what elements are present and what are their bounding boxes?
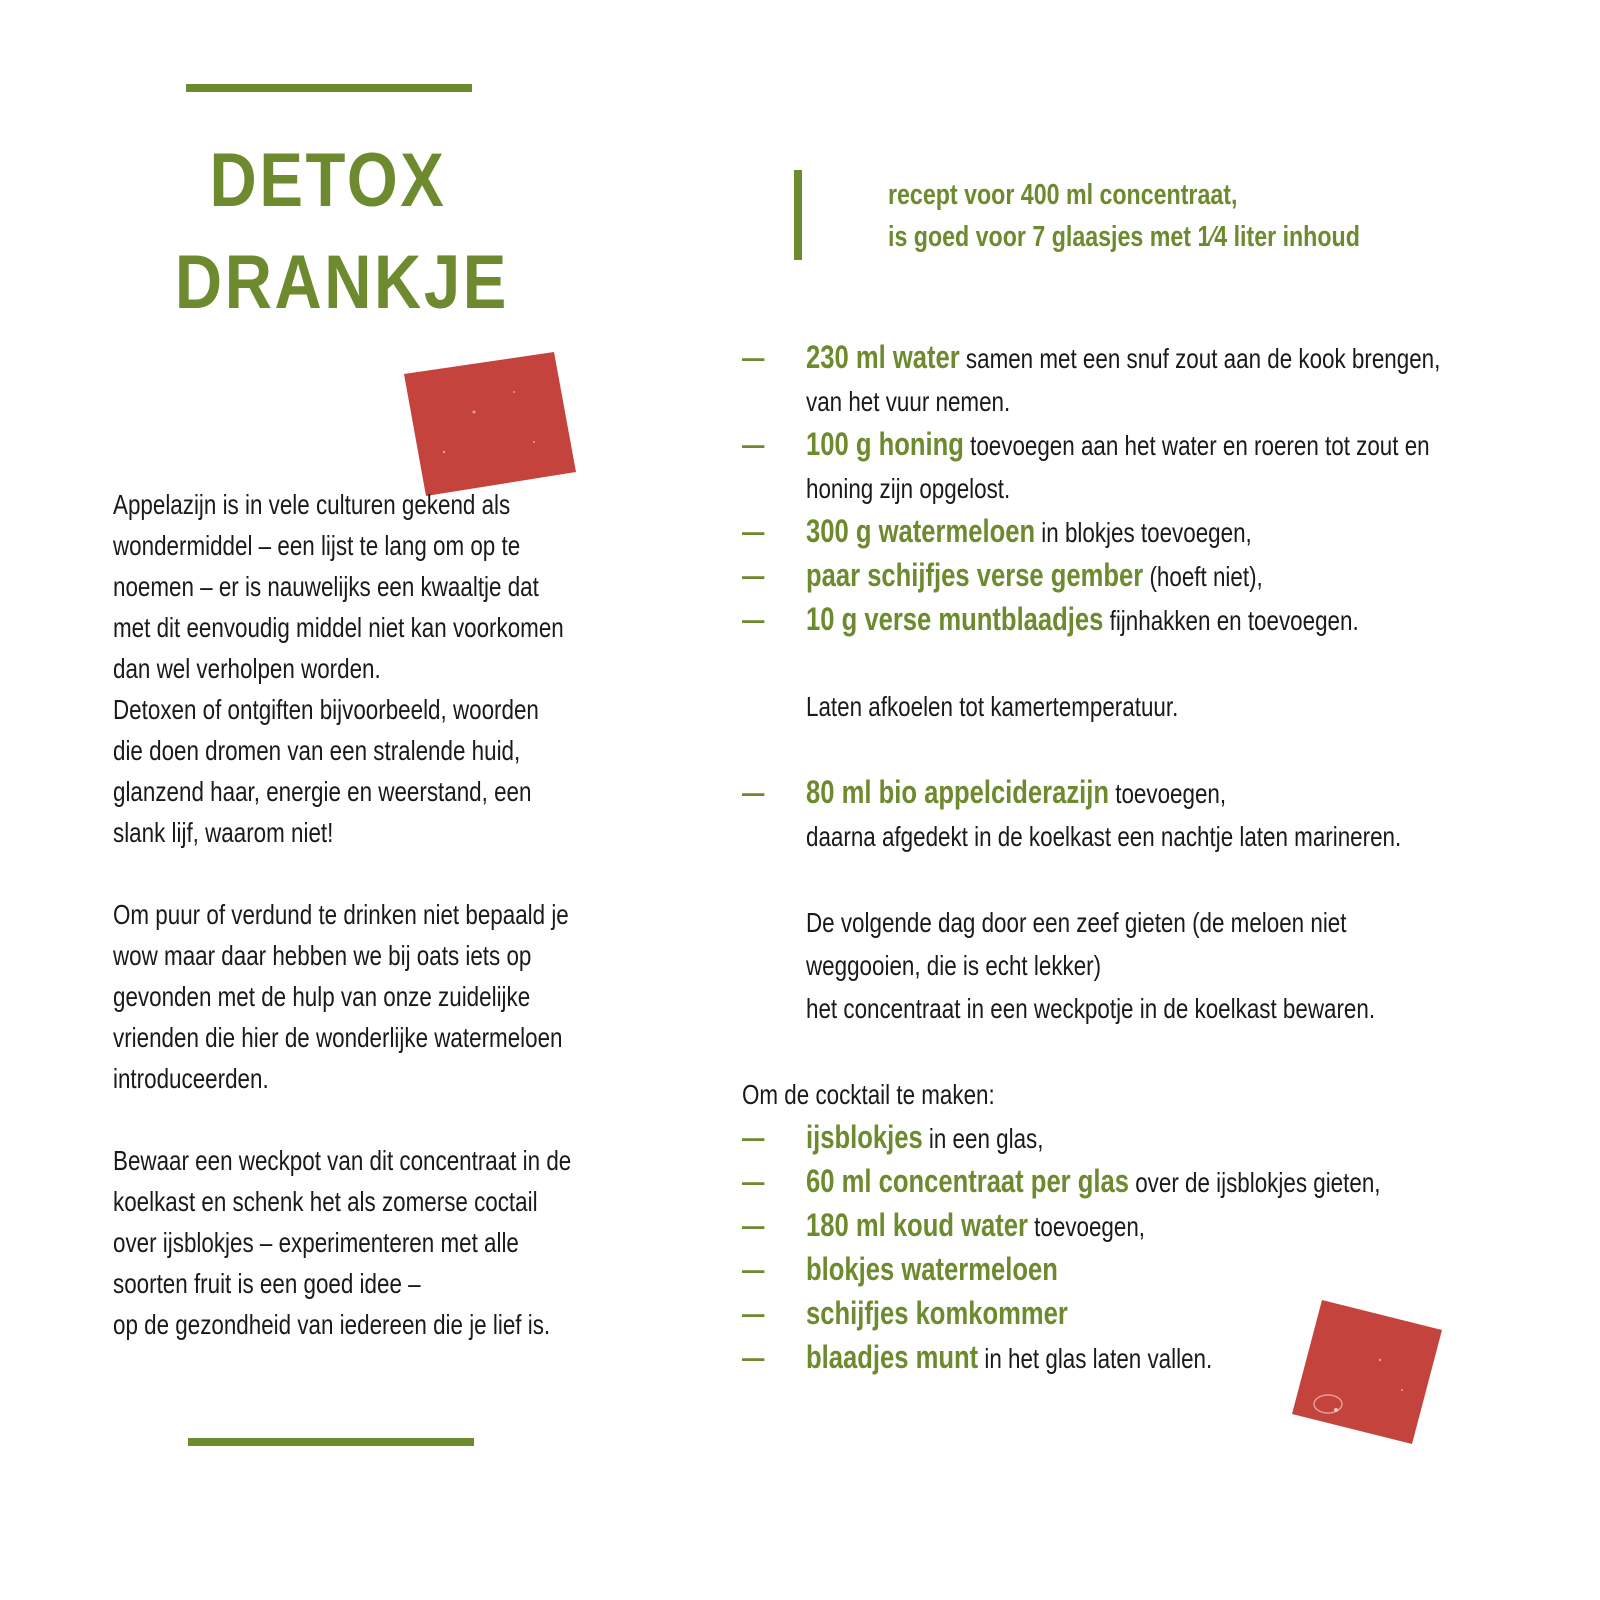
step-item bbox=[742, 598, 1502, 642]
step-text: fijnhakken en toevoegen. bbox=[1103, 605, 1359, 636]
red-square-decoration bbox=[1292, 1300, 1442, 1444]
step-text: toevoegen aan het water en roeren tot zout en bbox=[963, 430, 1430, 461]
step-item bbox=[742, 336, 1502, 423]
intro-line: wondermiddel – een lijst te lang om op te bbox=[113, 530, 521, 561]
intro-line: Bewaar een weckpot van dit concentraat in de bbox=[113, 1145, 572, 1176]
cooling-note: Laten afkoelen tot kamertemperatuur. bbox=[806, 691, 1179, 722]
ingredient: 100 g honing bbox=[806, 426, 964, 462]
cocktail-item bbox=[742, 1204, 1502, 1248]
step-text: in blokjes toevoegen, bbox=[1035, 517, 1252, 548]
bottom-divider bbox=[188, 1438, 474, 1446]
dash-bullet: — bbox=[742, 429, 765, 460]
step-text: in een glas, bbox=[922, 1123, 1044, 1154]
note-line: weggooien, die is echt lekker) bbox=[806, 950, 1102, 981]
page-title bbox=[174, 130, 509, 334]
yield-line-1: recept voor 400 ml concentraat, bbox=[888, 179, 1238, 211]
note-line: De volgende dag door een zeef gieten (de meloen niet bbox=[806, 907, 1347, 938]
step-item bbox=[742, 510, 1502, 554]
ingredient: paar schijfjes verse gember bbox=[806, 557, 1144, 593]
dash-bullet: — bbox=[742, 604, 765, 635]
step-text: toevoegen, bbox=[1027, 1211, 1146, 1242]
intro-line: met dit eenvoudig middel niet kan voorkomen bbox=[113, 612, 564, 643]
ingredient: 60 ml concentraat per glas bbox=[806, 1163, 1129, 1199]
intro-line: wow maar daar hebben we bij oats iets op bbox=[113, 940, 532, 971]
dash-bullet: — bbox=[742, 1122, 765, 1153]
subtitle-accent-bar bbox=[794, 170, 802, 260]
cocktail-item bbox=[742, 1248, 1502, 1292]
ingredient: blaadjes munt bbox=[806, 1339, 979, 1375]
intro-line: koelkast en schenk het als zomerse coctail bbox=[113, 1186, 538, 1217]
intro-line: gevonden met de hulp van onze zuidelijke bbox=[113, 981, 531, 1012]
recipe-steps bbox=[742, 336, 1502, 1380]
intro-line: die doen dromen van een stralende huid, bbox=[113, 735, 521, 766]
intro-line: noemen – er is nauwelijks een kwaaltje dat bbox=[113, 571, 539, 602]
ingredient: ijsblokjes bbox=[806, 1119, 923, 1155]
ingredient: 180 ml koud water bbox=[806, 1207, 1028, 1243]
dash-bullet: — bbox=[742, 1298, 765, 1329]
ingredient: blokjes watermeloen bbox=[806, 1251, 1058, 1287]
intro-line: vrienden die hier de wonderlijke watermeloen bbox=[113, 1022, 563, 1053]
recipe-yield bbox=[888, 174, 1416, 258]
intro-paragraph-2 bbox=[113, 894, 585, 1099]
step-text: toevoegen, bbox=[1109, 778, 1227, 809]
step-text: over de ijsblokjes gieten, bbox=[1128, 1167, 1381, 1198]
intro-line: Detoxen of ontgiften bijvoorbeeld, woorden bbox=[113, 694, 539, 725]
cocktail-item bbox=[742, 1160, 1502, 1204]
dash-bullet: — bbox=[742, 342, 765, 373]
intro-line: introduceerden. bbox=[113, 1063, 269, 1094]
title-line-2: DRANKJE bbox=[174, 240, 509, 325]
intro-line: Appelazijn is in vele culturen gekend als bbox=[113, 489, 511, 520]
cocktail-item bbox=[742, 1116, 1502, 1160]
note-line: het concentraat in een weckpotje in de koelkast bewaren. bbox=[806, 993, 1376, 1024]
intro-line: soorten fruit is een goed idee – bbox=[113, 1268, 421, 1299]
intro-line: op de gezondheid van iedereen die je lief is. bbox=[113, 1309, 551, 1340]
intro-line: over ijsblokjes – experimenteren met alle bbox=[113, 1227, 519, 1258]
ingredient: 80 ml bio appelciderazijn bbox=[806, 774, 1110, 810]
cocktail-heading: Om de cocktail te maken: bbox=[742, 1079, 995, 1110]
red-square-decoration bbox=[404, 352, 576, 496]
step-item bbox=[742, 771, 1502, 858]
ingredient: 10 g verse muntblaadjes bbox=[806, 601, 1104, 637]
title-line-1: DETOX bbox=[209, 138, 447, 223]
step-item bbox=[742, 554, 1502, 598]
step-text: (hoeft niet), bbox=[1143, 561, 1263, 592]
dash-bullet: — bbox=[742, 560, 765, 591]
dash-bullet: — bbox=[742, 1342, 765, 1373]
step-item bbox=[742, 423, 1502, 510]
dash-bullet: — bbox=[742, 1166, 765, 1197]
top-divider bbox=[186, 84, 472, 92]
ingredient: schijfjes komkommer bbox=[806, 1295, 1068, 1331]
intro-line: dan wel verholpen worden. bbox=[113, 653, 381, 684]
step-text: in het glas laten vallen. bbox=[978, 1343, 1213, 1374]
intro-paragraph-3 bbox=[113, 1140, 585, 1345]
dash-bullet: — bbox=[742, 1210, 765, 1241]
intro-line: glanzend haar, energie en weerstand, een bbox=[113, 776, 532, 807]
dash-bullet: — bbox=[742, 777, 765, 808]
step-continuation: honing zijn opgelost. bbox=[806, 473, 1011, 504]
step-continuation: van het vuur nemen. bbox=[806, 386, 1011, 417]
step-continuation: daarna afgedekt in de koelkast een nachtje laten marineren. bbox=[806, 821, 1402, 852]
ingredient: 300 g watermeloen bbox=[806, 513, 1036, 549]
next-day-note bbox=[742, 901, 1502, 1030]
step-text: samen met een snuf zout aan de kook brengen, bbox=[959, 343, 1441, 374]
intro-line: slank lijf, waarom niet! bbox=[113, 817, 334, 848]
dash-bullet: — bbox=[742, 1254, 765, 1285]
intro-line: Om puur of verdund te drinken niet bepaald je bbox=[113, 899, 569, 930]
dash-bullet: — bbox=[742, 516, 765, 547]
intro-paragraph-1 bbox=[113, 484, 585, 853]
ingredient: 230 ml water bbox=[806, 339, 960, 375]
yield-line-2: is goed voor 7 glaasjes met 1⁄4 liter inhoud bbox=[888, 221, 1360, 253]
intro-text bbox=[113, 484, 585, 1345]
